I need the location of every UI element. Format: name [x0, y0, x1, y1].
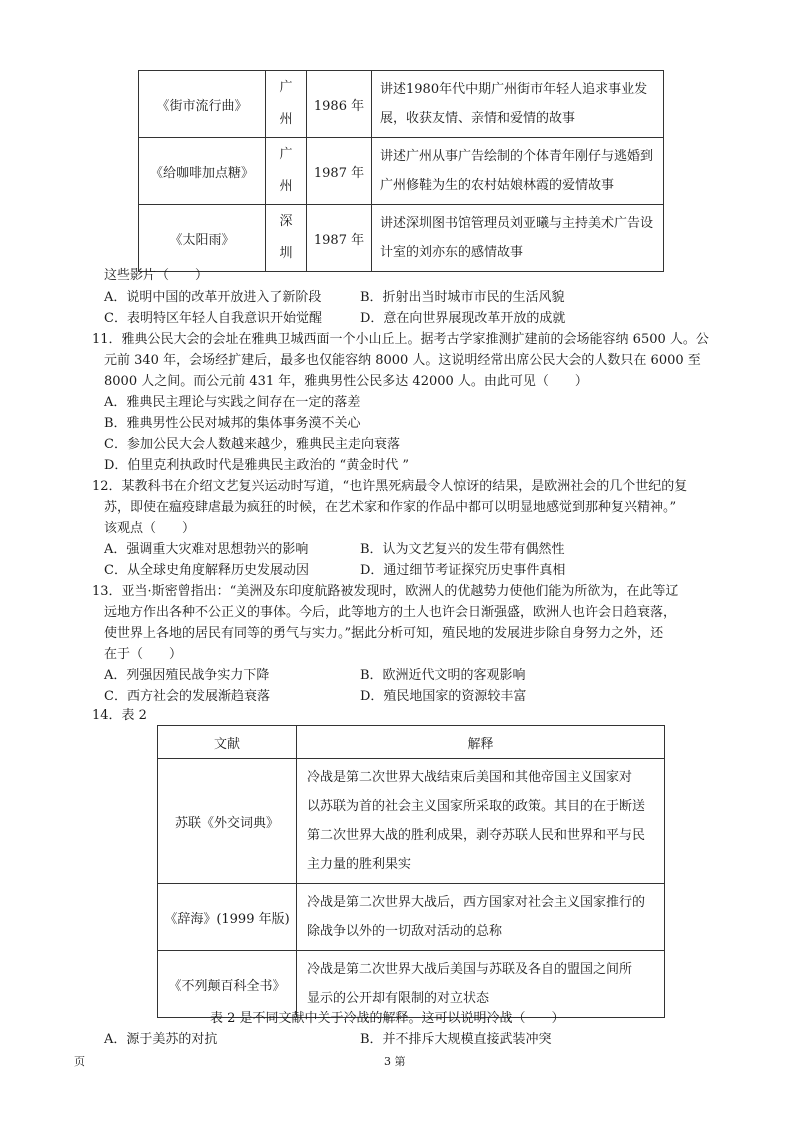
- q11-stem-line: 8000 人之间。而公元前 431 年，雅典男性公民多达 42000 人。由此可见（ ）: [104, 374, 588, 389]
- table-row: [139, 205, 664, 272]
- film-city: 广 州: [266, 71, 307, 138]
- q12-stem-line: 该观点（ ）: [104, 521, 196, 536]
- q12-option-c[interactable]: C．从全球史角度解释历史发展动因: [104, 563, 309, 578]
- film-description: 讲述深圳图书馆管理员刘亚曦与主持美术广告设计室的刘亦东的感情故事: [372, 205, 664, 272]
- q14-caption: 表 2 是不同文献中关于冷战的解释。这可以说明冷战（ ）: [210, 1011, 565, 1026]
- q11-option-a[interactable]: A．雅典民主理论与实践之间存在一定的落差: [104, 395, 361, 410]
- q10-option-c[interactable]: C．表明特区年轻人自我意识开始觉醒: [104, 311, 322, 326]
- explanation-cell: 冷战是第二次世界大战后美国与苏联及各自的盟国之间所 显示的公开却有限制的对立状态: [297, 951, 665, 1018]
- table-row: [139, 71, 664, 138]
- q10-option-d[interactable]: D．意在向世界展现改革开放的成就: [360, 311, 566, 326]
- film-year: 1987 年: [307, 205, 372, 272]
- film-table: [138, 70, 664, 272]
- film-year: 1987 年: [307, 138, 372, 205]
- q10-option-b[interactable]: B．折射出当时城市市民的生活风貌: [360, 290, 565, 305]
- explanation-cell: 冷战是第二次世界大战后，西方国家对社会主义国家推行的 除战争以外的一切敌对活动的总称: [297, 884, 665, 951]
- q13-stem-line: 远地方作出各种不公正义的事体。今后，此等地方的土人也许会日渐强盛，欧洲人也许会日趋衰落，: [104, 605, 677, 620]
- q13-option-b[interactable]: B．欧洲近代文明的客观影响: [360, 668, 526, 683]
- page-number: 3 第: [384, 1055, 406, 1068]
- film-description: 讲述1980年代中期广州街市年轻人追求事业发展，收获友情、亲情和爱情的故事: [372, 71, 664, 138]
- q11-stem-line: 元前 340 年，会场经扩建后，最多也仅能容纳 8000 人。这说明经常出席公民大会的人数只在 6000 至: [104, 353, 701, 368]
- column-header-explanation: 解释: [297, 726, 665, 759]
- table-row: [158, 951, 665, 1018]
- q10-stem: 这些影片（ ）: [104, 268, 209, 283]
- film-year: 1986 年: [307, 71, 372, 138]
- q12-option-d[interactable]: D．通过细节考证探究历史事件真相: [360, 563, 566, 578]
- q11-stem-line: 11．雅典公民大会的会址在雅典卫城西面一个小山丘上。据考古学家推测扩建前的会场能容纳 6500 人。公: [92, 332, 709, 347]
- source-cell: 《不列颠百科全书》: [158, 951, 297, 1018]
- film-title: 《给咖啡加点糖》: [139, 138, 266, 205]
- film-city: 深 圳: [266, 205, 307, 272]
- table-row: [158, 759, 665, 884]
- q11-option-c[interactable]: C．参加公民大会人数越来越少，雅典民主走向衰落: [104, 437, 400, 452]
- q13-option-c[interactable]: C．西方社会的发展渐趋衰落: [104, 689, 270, 704]
- q13-option-a[interactable]: A．列强因殖民战争实力下降: [104, 668, 270, 683]
- q14-option-b[interactable]: B．并不排斥大规模直接武装冲突: [360, 1032, 552, 1047]
- table-header-row: [158, 726, 665, 759]
- q14-label: 14．表 2: [92, 708, 147, 723]
- film-city: 广 州: [266, 138, 307, 205]
- q11-option-b[interactable]: B．雅典男性公民对城邦的集体事务漠不关心: [104, 416, 361, 431]
- explanation-cell: 冷战是第二次世界大战结束后美国和其他帝国主义国家对 以苏联为首的社会主义国家所采取的政策。其目的在于断送 第二次世界大战的胜利成果，剥夺苏联人民和世界和平与民 主力量的胜利果实: [297, 759, 665, 884]
- column-header-source: 文献: [158, 726, 297, 759]
- source-cell: 《辞海》(1999 年版): [158, 884, 297, 951]
- q10-option-a[interactable]: A．说明中国的改革开放进入了新阶段: [104, 290, 322, 305]
- q12-option-b[interactable]: B．认为文艺复兴的发生带有偶然性: [360, 542, 565, 557]
- q12-stem-line: 苏，即使在瘟疫肆虐最为疯狂的时候，在艺术家和作家的作品中都可以明显地感觉到那种复兴精神。”: [104, 500, 677, 515]
- film-description: 讲述广州从事广告绘制的个体青年刚仔与逃婚到广州修鞋为生的农村姑娘林霞的爱情故事: [372, 138, 664, 205]
- q12-option-a[interactable]: A．强调重大灾难对思想勃兴的影响: [104, 542, 309, 557]
- film-title: 《太阳雨》: [139, 205, 266, 272]
- q12-stem-line: 12．某教科书在介绍文艺复兴运动时写道，“也许黑死病最令人惊讶的结果，是欧洲社会的几个世纪的复: [92, 479, 688, 494]
- cold-war-table: [157, 725, 665, 1018]
- source-cell: 苏联《外交词典》: [158, 759, 297, 884]
- film-title: 《街市流行曲》: [139, 71, 266, 138]
- footer-left: 页: [74, 1055, 85, 1068]
- q13-stem-line: 在于（ ）: [104, 647, 183, 662]
- table-row: [139, 138, 664, 205]
- q14-option-a[interactable]: A．源于美苏的对抗: [104, 1032, 218, 1047]
- q13-stem-line: 13．亚当·斯密曾指出：“美洲及东印度航路被发现时，欧洲人的优越势力使他们能为所欲为，在此等辽: [92, 584, 679, 599]
- q13-stem-line: 使世界上各地的居民有同等的勇气与实力。”据此分析可知，殖民地的发展进步除自身努力之外，还: [104, 626, 664, 641]
- q13-option-d[interactable]: D．殖民地国家的资源较丰富: [360, 689, 527, 704]
- q11-option-d[interactable]: D．伯里克利执政时代是雅典民主政治的 “黄金时代 ”: [104, 458, 409, 473]
- table-row: [158, 884, 665, 951]
